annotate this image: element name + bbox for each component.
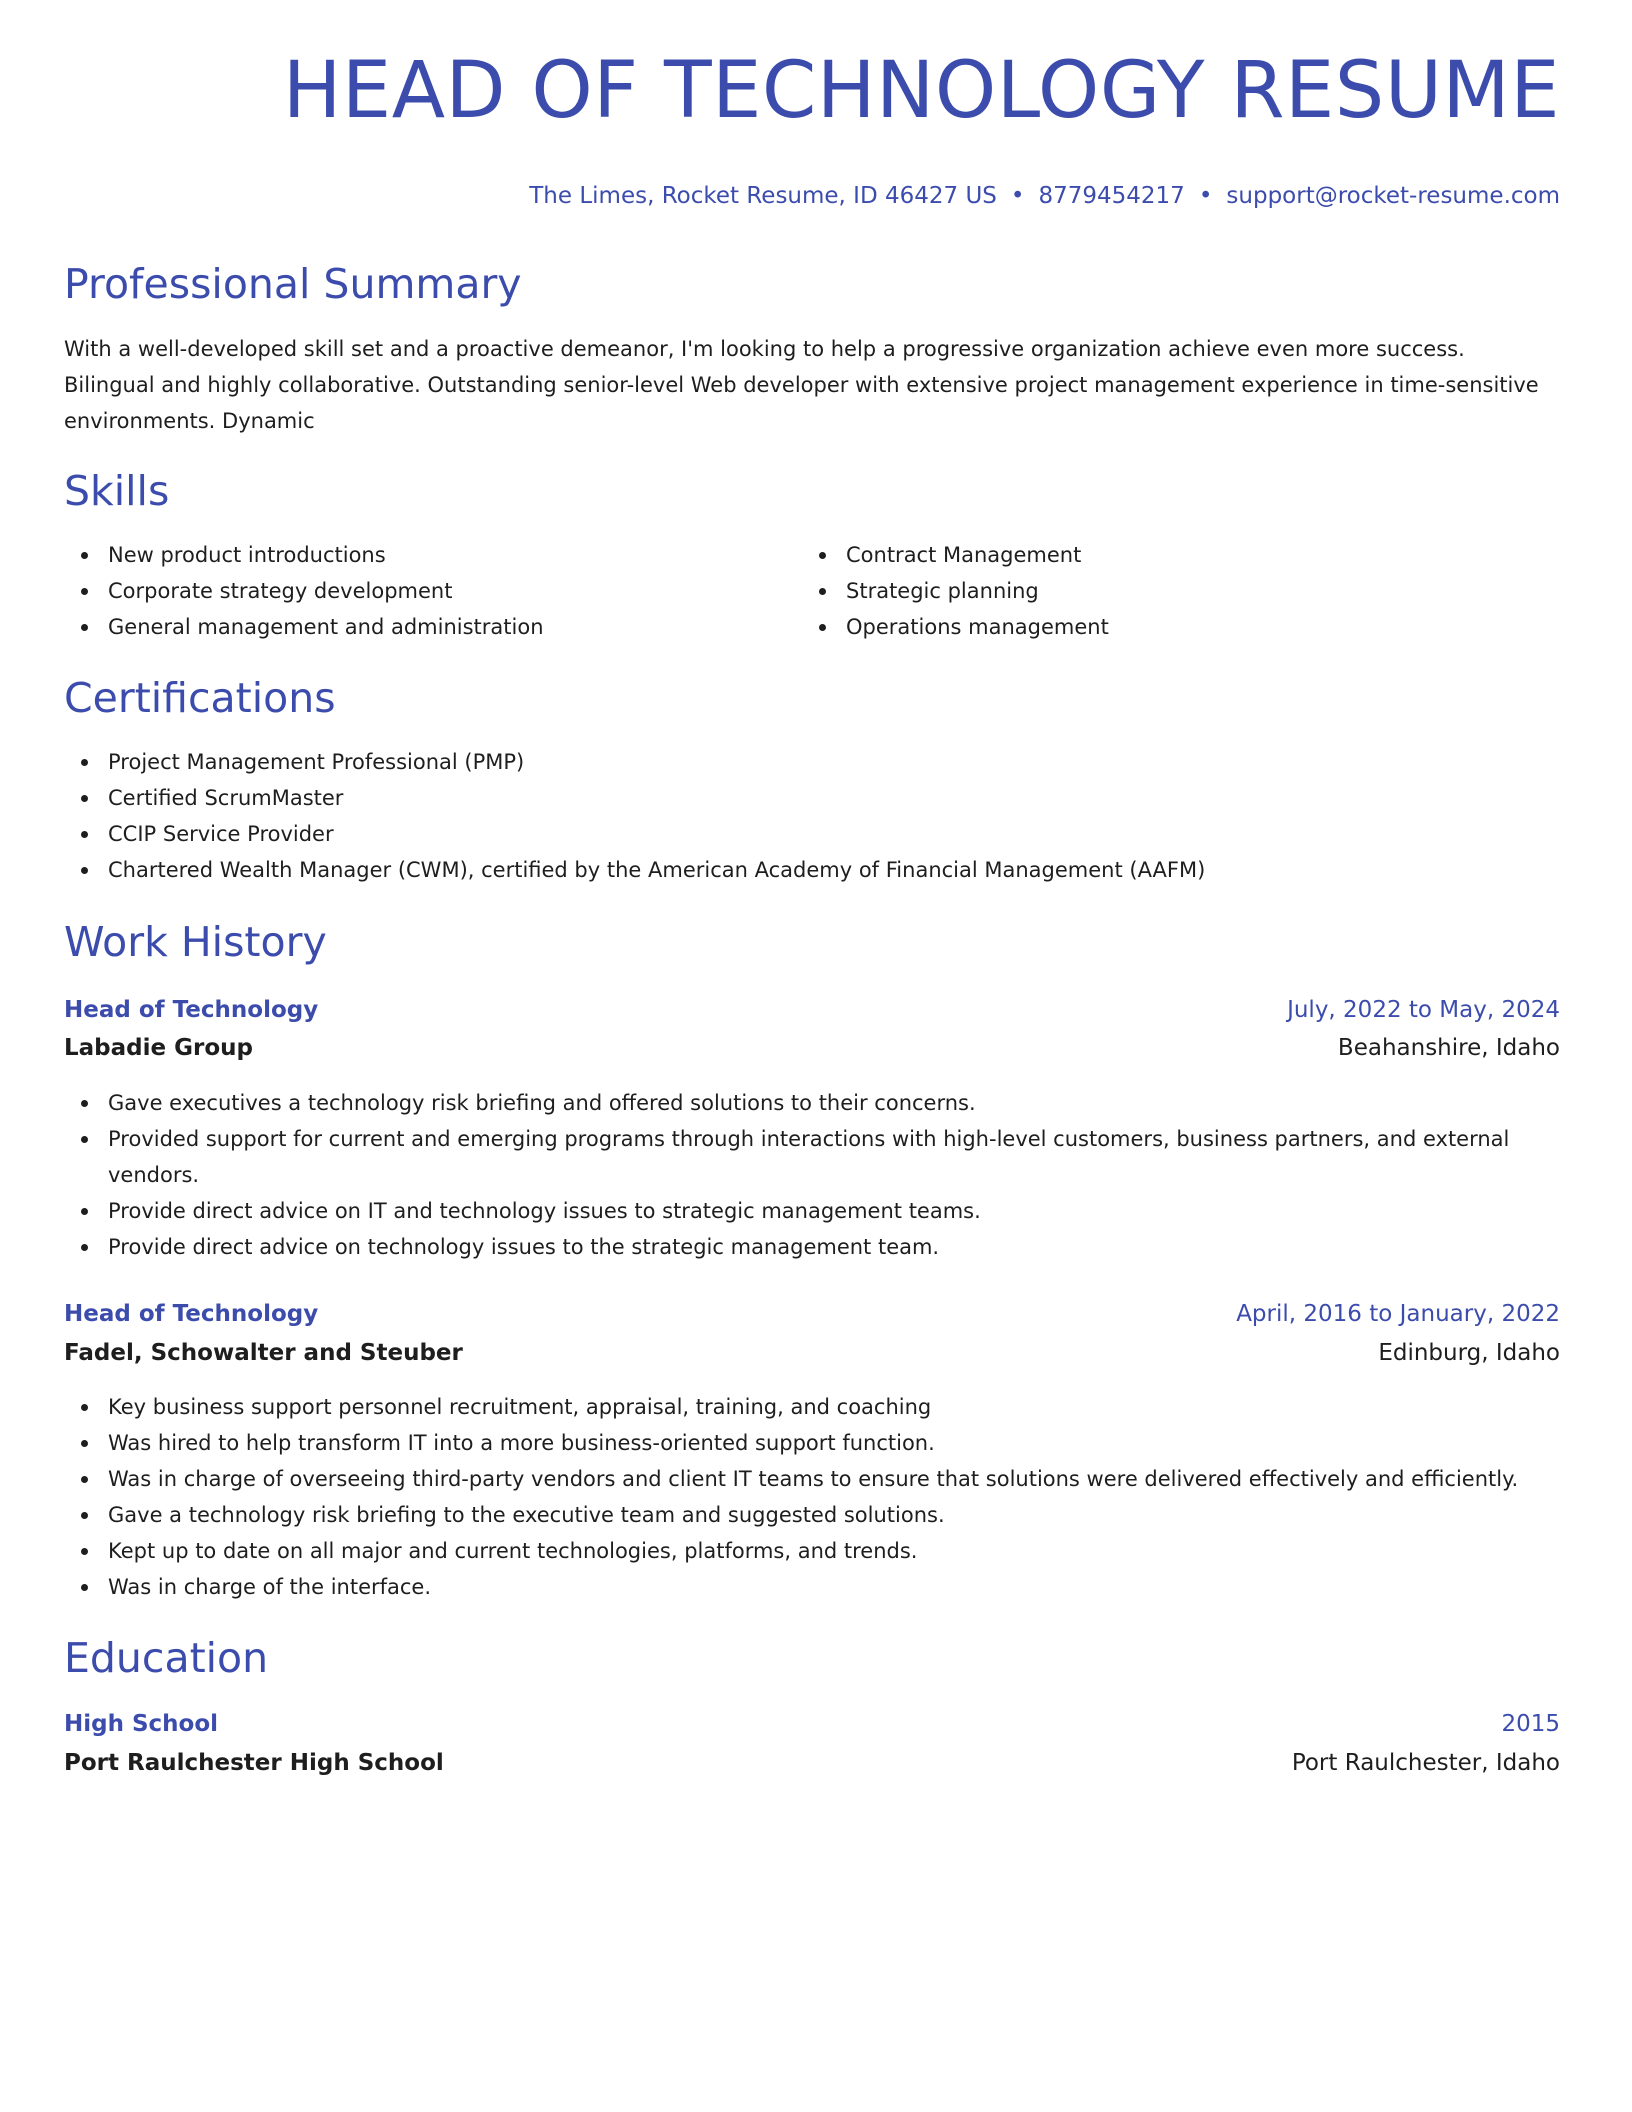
contact-phone: 8779454217 [1038,183,1185,209]
list-item: Kept up to date on all major and current technologies, platforms, and trends. [64,1533,1560,1569]
job-location: Beahanshire, Idaho [1337,1035,1560,1061]
company-name: Fadel, Schowalter and Steuber [64,1340,463,1366]
skills-list-right [802,537,1560,645]
contact-email: support@rocket-resume.com [1226,183,1560,209]
list-item: Gave a technology risk briefing to the executive team and suggested solutions. [64,1497,1560,1533]
certifications-heading: Certifications [64,674,336,722]
list-item: Gave executives a technology risk briefing and offered solutions to their concerns. [64,1085,1560,1121]
job-title: Head of Technology [64,997,319,1023]
job-dates: July, 2022 to May, 2024 [1287,997,1560,1023]
list-item: Key business support personnel recruitment, appraisal, training, and coaching [64,1389,1560,1425]
education-heading: Education [64,1634,269,1682]
job-header [64,1296,1560,1332]
skills-list-left [64,537,794,645]
job-dates: April, 2016 to January, 2022 [1236,1301,1560,1327]
summary-heading: Professional Summary [64,260,522,308]
list-item: Provide direct advice on technology issues to the strategic management team. [64,1229,1560,1265]
list-item: Strategic planning [802,573,1560,609]
contact-address: The Limes, Rocket Resume, ID 46427 US [529,183,997,209]
job-subheader [64,1335,1560,1371]
school-name: Port Raulchester High School [64,1750,444,1776]
list-item: Chartered Wealth Manager (CWM), certified by the American Academy of Financial Management (AAFM) [64,852,1560,888]
list-item: Project Management Professional (PMP) [64,744,1560,780]
skills-heading: Skills [64,467,170,515]
list-item: Contract Management [802,537,1560,573]
list-item: Certified ScrumMaster [64,780,1560,816]
job-bullets [64,1389,1560,1605]
list-item: Was hired to help transform IT into a more business-oriented support function. [64,1425,1560,1461]
list-item: Operations management [802,609,1560,645]
job-title: Head of Technology [64,1301,319,1327]
school-location: Port Raulchester, Idaho [1291,1750,1560,1776]
job-subheader [64,1030,1560,1066]
education-header [64,1706,1560,1742]
contact-separator: • [1198,183,1213,209]
summary-text: With a well-developed skill set and a proactive demeanor, I'm looking to help a progressive organization achieve even more success. Bilingual and highly collaborative. Outstanding senior-level Web developer with extensive project management experience in time-sensitive environments. Dynamic [64,337,1539,433]
list-item: General management and administration [64,609,794,645]
work-history-heading: Work History [64,918,327,966]
degree-name: High School [64,1711,219,1737]
job-location: Edinburg, Idaho [1378,1340,1560,1366]
list-item: Provided support for current and emerging programs through interactions with high-level customers, business partners, and external vendors. [64,1121,1560,1193]
resume-title: HEAD OF TECHNOLOGY RESUME [282,46,1560,136]
list-item: CCIP Service Provider [64,816,1560,852]
list-item: Was in charge of overseeing third-party vendors and client IT teams to ensure that solutions were delivered effectively and efficiently. [64,1461,1560,1497]
list-item: Corporate strategy development [64,573,794,609]
list-item: Provide direct advice on IT and technology issues to strategic management teams. [64,1193,1560,1229]
education-year: 2015 [1501,1711,1560,1737]
company-name: Labadie Group [64,1035,253,1061]
job-bullets [64,1085,1560,1265]
certifications-list [64,744,1560,888]
job-header [64,992,1560,1028]
list-item: New product introductions [64,537,794,573]
contact-separator: • [1010,183,1025,209]
contact-line [529,181,1560,211]
education-subheader [64,1745,1560,1781]
list-item: Was in charge of the interface. [64,1569,1560,1605]
